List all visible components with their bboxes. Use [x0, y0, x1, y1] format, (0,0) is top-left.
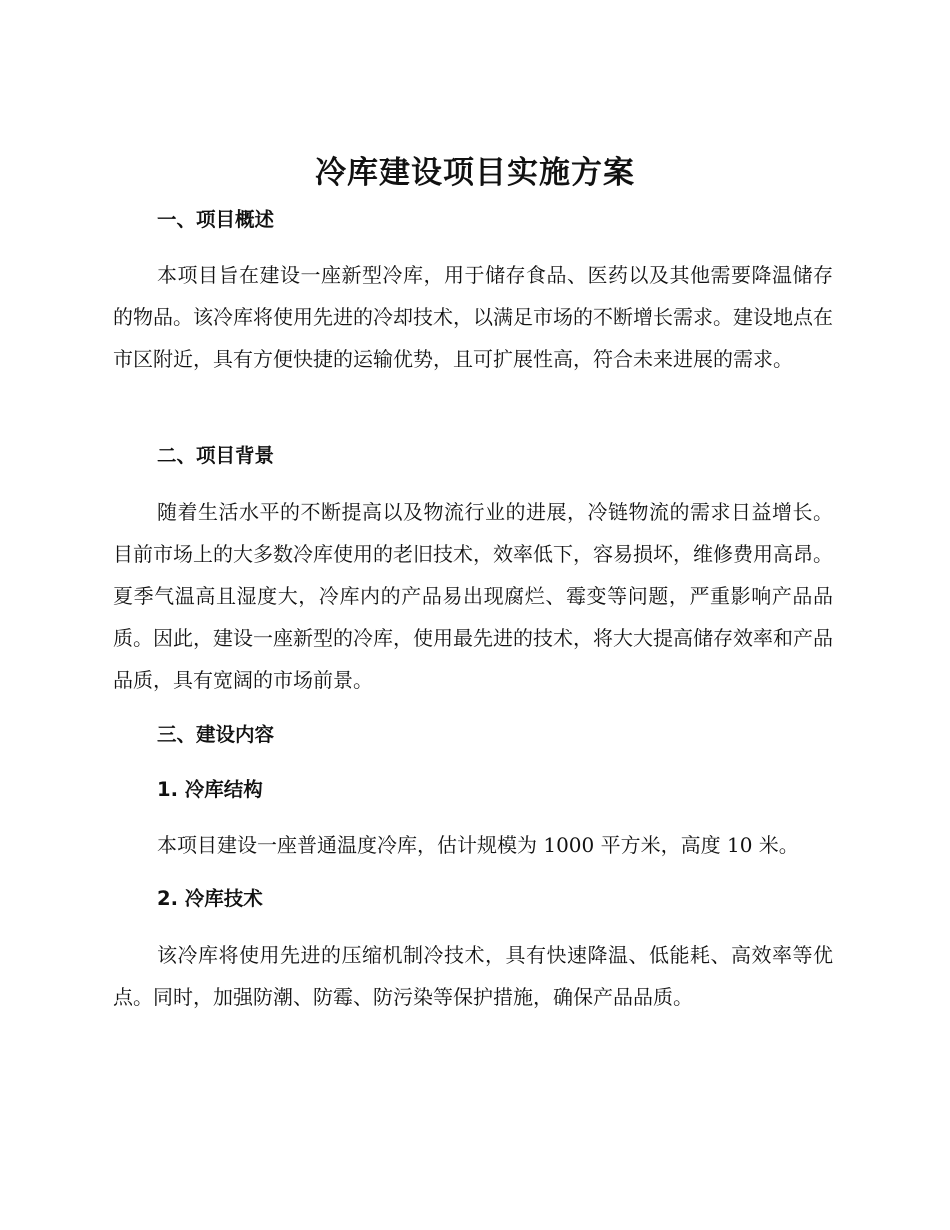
- section-heading-overview: 一、项目概述: [157, 208, 275, 231]
- section-heading-background: 二、项目背景: [157, 444, 275, 467]
- subsection-paragraph-structure: 本项目建设一座普通温度冷库，估计规模为 1000 平方米，高度 10 米。: [157, 833, 799, 857]
- document-title: 冷库建设项目实施方案: [315, 155, 635, 191]
- section-paragraph-overview: 本项目旨在建设一座新型冷库，用于储存食品、医药以及其他需要降温储存的物品。该冷库将使用先进的冷却技术，以满足市场的不断增长需求。建设地点在市区附近，具有方便快捷的运输优势，且可扩展性高，符合未来进展的需求。: [113, 263, 833, 371]
- subsection-paragraph-technology: 该冷库将使用先进的压缩机制冷技术，具有快速降温、低能耗、高效率等优点。同时，加强防潮、防霉、防污染等保护措施，确保产品品质。: [113, 943, 833, 1009]
- subsection-heading-structure: 1. 冷库结构: [157, 778, 263, 801]
- section-heading-construction: 三、建设内容: [157, 723, 275, 746]
- subsection-heading-technology: 2. 冷库技术: [157, 887, 263, 910]
- section-paragraph-background: 随着生活水平的不断提高以及物流行业的进展，冷链物流的需求日益增长。目前市场上的大多数冷库使用的老旧技术，效率低下，容易损坏，维修费用高昂。夏季气温高且湿度大，冷库内的产品易出现腐烂、霉变等问题，严重影响产品品质。因此，建设一座新型的冷库，使用最先进的技术，将大大提高储存效率和产品品质，具有宽阔的市场前景。: [113, 500, 833, 692]
